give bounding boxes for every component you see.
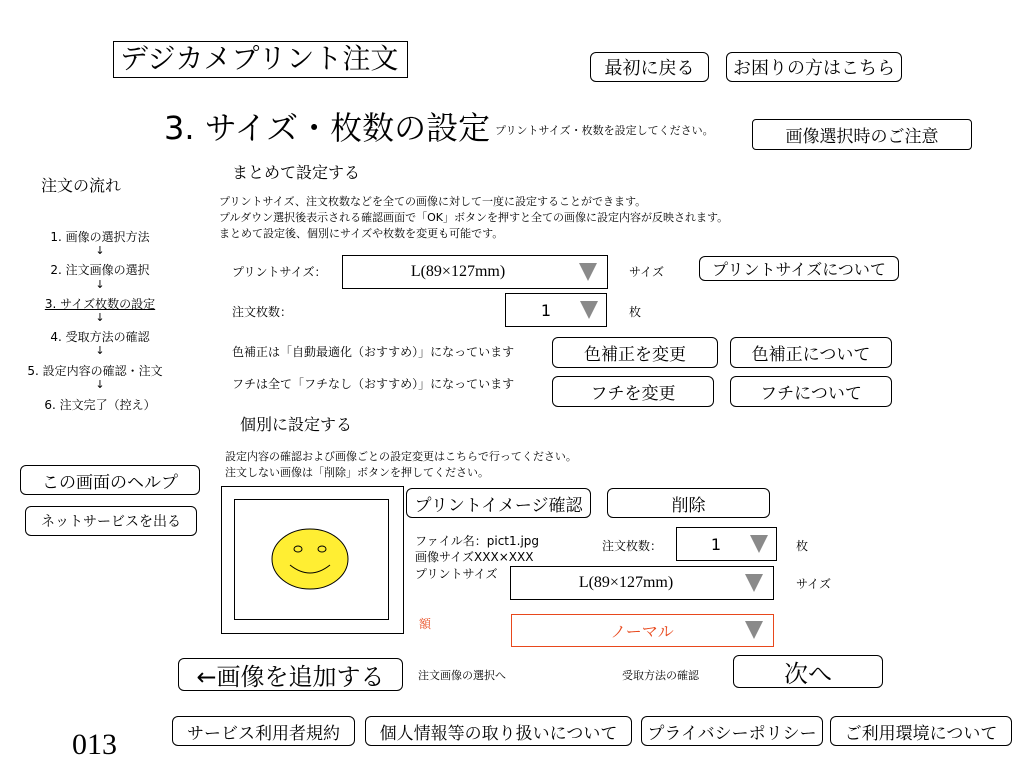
chevron-down-icon: [580, 301, 598, 319]
individual-size-suffix: サイズ: [796, 577, 832, 591]
chevron-down-icon: [579, 263, 597, 281]
frame-label: 額: [419, 617, 432, 631]
image-size: 画像サイズXXX×XXX: [415, 550, 534, 564]
step-arrow: ↓: [95, 244, 105, 257]
smiley-image: [234, 499, 389, 620]
next-hint: 受取方法の確認: [622, 669, 699, 682]
individual-description-2: 注文しない画像は「削除」ボタンを押してください。: [225, 466, 489, 479]
individual-heading: 個別に設定する: [240, 415, 353, 434]
file-name: ファイル名：pict1.jpg: [415, 534, 540, 548]
sidebar-step-1[interactable]: 1. 画像の選択方法: [50, 230, 150, 244]
individual-qty-label: 注文枚数：: [602, 539, 663, 553]
sidebar-step-6: 6. 注文完了（控え）: [44, 398, 156, 412]
step-arrow: ↓: [95, 311, 105, 324]
individual-size-value: L(89×127mm): [578, 574, 674, 591]
individual-description-1: 設定内容の確認および画像ごとの設定変更はこちらで行ってください。: [225, 450, 577, 463]
chevron-down-icon: [750, 535, 768, 553]
environment-link[interactable]: ご利用環境について: [830, 716, 1012, 746]
frame-value: ノーマル: [610, 622, 674, 641]
screen-help-button[interactable]: この画面のヘルプ: [20, 465, 200, 495]
print-preview-button[interactable]: プリントイメージ確認: [406, 488, 591, 518]
bulk-qty-unit: 枚: [629, 305, 642, 319]
color-correction-info-button[interactable]: 色補正について: [730, 337, 892, 368]
bulk-description-3: まとめて設定後、個別にサイズや枚数を変更も可能です。: [219, 227, 504, 240]
color-correction-change-button[interactable]: 色補正を変更: [552, 337, 718, 368]
bulk-qty-dropdown[interactable]: [505, 293, 607, 327]
bulk-heading: まとめて設定する: [232, 163, 361, 182]
delete-button[interactable]: 削除: [607, 488, 770, 518]
step-arrow: ↓: [95, 344, 105, 357]
app-title: デジカメプリント注文: [120, 42, 399, 75]
bulk-size-dropdown[interactable]: [342, 255, 608, 289]
individual-qty-dropdown[interactable]: [676, 527, 777, 561]
bulk-size-value: L(89×127mm): [410, 263, 506, 280]
individual-qty-value: 1: [710, 534, 722, 554]
bulk-qty-label: 注文枚数：: [232, 305, 293, 319]
bulk-description-2: プルダウン選択後表示される確認画面で「OK」ボタンを押すと全ての画像に設定内容が反映されます。: [219, 211, 729, 224]
color-correction-text: 色補正は「自動最適化（おすすめ）」になっています: [232, 345, 515, 359]
page-title: 3. サイズ・枚数の設定: [164, 109, 491, 147]
step-arrow: ↓: [95, 378, 105, 391]
sidebar-step-5: 5. 設定内容の確認・注文: [27, 364, 163, 378]
individual-qty-unit: 枚: [796, 539, 809, 553]
bulk-description-1: プリントサイズ、注文枚数などを全ての画像に対して一度に設定することができます。: [219, 195, 647, 208]
sidebar-step-2[interactable]: 2. 注文画像の選択: [50, 263, 150, 277]
personal-info-link[interactable]: 個人情報等の取り扱いについて: [365, 716, 632, 746]
sidebar-title: 注文の流れ: [41, 176, 122, 195]
image-thumbnail-frame: [221, 486, 404, 634]
back-to-start-button[interactable]: 最初に戻る: [590, 52, 709, 82]
border-change-button[interactable]: フチを変更: [552, 376, 714, 407]
step-arrow: ↓: [95, 278, 105, 291]
bulk-size-suffix: サイズ: [629, 265, 665, 279]
help-link-button[interactable]: お困りの方はこちら: [726, 52, 902, 82]
chevron-down-icon: [745, 574, 763, 592]
image-notice-button[interactable]: 画像選択時のご注意: [752, 119, 972, 150]
image-thumbnail-inner: [234, 499, 389, 620]
sidebar-step-3-current: 3. サイズ枚数の設定: [44, 297, 156, 311]
privacy-policy-link[interactable]: プライバシーポリシー: [641, 716, 823, 746]
bulk-size-label: プリントサイズ：: [232, 265, 327, 279]
individual-size-dropdown[interactable]: [510, 566, 774, 600]
bulk-qty-value: 1: [540, 300, 552, 320]
frame-dropdown[interactable]: [511, 614, 774, 647]
back-hint: 注文画像の選択へ: [418, 669, 506, 682]
print-size-info-button[interactable]: プリントサイズについて: [699, 256, 899, 281]
add-image-button[interactable]: ←画像を追加する: [178, 658, 403, 691]
chevron-down-icon: [745, 621, 763, 639]
page-subtitle: プリントサイズ・枚数を設定してください。: [495, 124, 714, 137]
sidebar-step-4: 4. 受取方法の確認: [50, 330, 150, 344]
exit-service-button[interactable]: ネットサービスを出る: [25, 506, 197, 536]
border-text: フチは全て「フチなし（おすすめ）」になっています: [232, 377, 515, 391]
terms-link[interactable]: サービス利用者規約: [172, 716, 355, 746]
page-number: 013: [72, 728, 117, 761]
border-info-button[interactable]: フチについて: [730, 376, 892, 407]
next-button[interactable]: 次へ: [733, 655, 883, 688]
print-size-label: プリントサイズ: [415, 567, 498, 581]
